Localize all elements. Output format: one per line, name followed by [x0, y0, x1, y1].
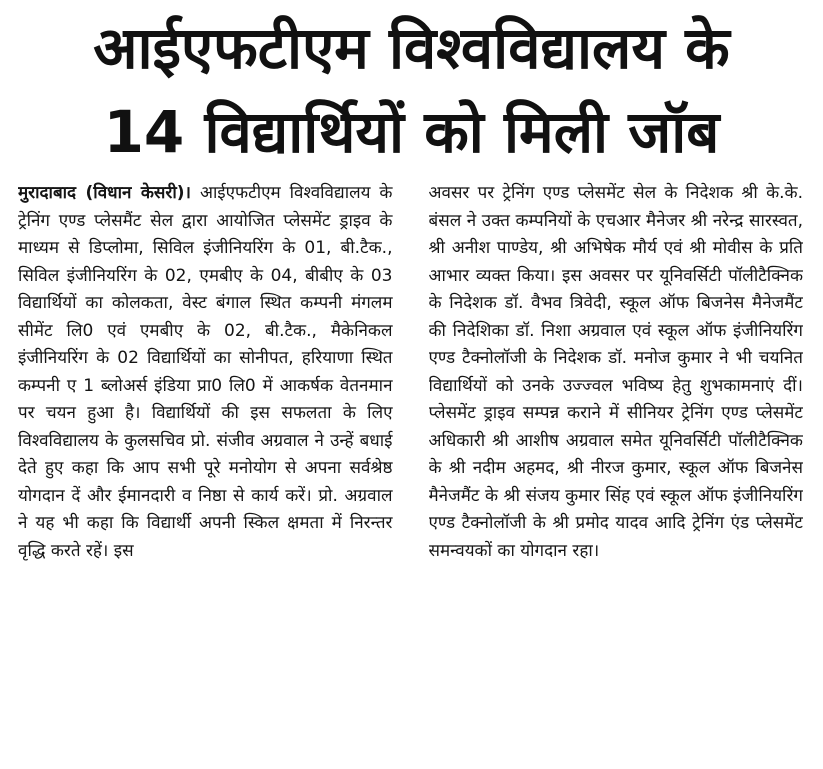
headline-line-1: आईएफटीएम विश्वविद्यालय के	[93, 14, 730, 82]
headline-line-2: 14 विद्यार्थियों को मिली जॉब	[103, 98, 720, 166]
article-body	[18, 180, 803, 765]
headline	[10, 6, 813, 174]
column-2-text: अवसर पर ट्रेनिंग एण्ड प्लेसमेंट सेल के निदेशक श्री के.के. बंसल ने उक्त कम्पनियों के एचआर मैनेजर श्री नरेन्द्र सारस्वत, श्री अनीश पाण्डेय, श्री अभिषेक मौर्य एवं श्री मोवीस के प्रति आभार व्यक्त किया। इस अवसर पर यूनिवर्सिटी पॉलीटैक्निक के निदेशक डॉ. वैभव त्रिवेदी, स्कूल ऑफ बिजनेस मैनेजमैंट की निदेशिका डॉ. निशा अग्रवाल एवं स्कूल ऑफ इंजीनियरिंग एण्ड टैक्नोलॉजी के निदेशक डॉ. मनोज कुमार ने भी चयनित विद्यार्थियों को उनके उज्ज्वल भविष्य हेतु शुभकामनाएं दीं। प्लेसमेंट ड्राइव सम्पन्न कराने में सीनियर ट्रेनिंग एण्ड प्लेसमेंट अधिकारी श्री आशीष अग्रवाल समेत यूनिवर्सिटी पॉलीटैक्निक के श्री नदीम अहमद, श्री नीरज कुमार, स्कूल ऑफ बिजनेस मैनेजमैंट के श्री संजय कुमार सिंह एवं स्कूल ऑफ इंजीनियरिंग एण्ड टैक्नोलॉजी के श्री प्रमोद यादव आदि ट्रेनिंग एंड प्लेसमेंट समन्वयकों का योगदान रहा।	[428, 183, 803, 561]
dateline: मुरादाबाद (विधान केसरी)।	[18, 183, 191, 203]
article-column-1	[18, 180, 393, 765]
column-1-text: आईएफटीएम विश्वविद्यालय के ट्रेनिंग एण्ड प्लेसमैंट सेल द्वारा आयोजित प्लेसमेंट ड्राइव के माध्यम से डिप्लोमा, सिविल इंजीनियरिंग के 01, बी.टैक., सिविल इंजीनियरिंग के 02, एमबीए के 04, बीबीए के 03 विद्यार्थियों का कोलकता, वेस्ट बंगाल स्थित कम्पनी मंगलम सीमेंट लि0 एवं एमबीए के 02, बी.टैक., मैकेनिकल इंजीनियरिंग के 02 विद्यार्थियों का सोनीपत, हरियाणा स्थित कम्पनी ए 1 ब्लोअर्स इंडिया प्रा0 लि0 में आकर्षक वेतनमान पर चयन हुआ है। विद्यार्थियों की इस सफलता के लिए विश्वविद्यालय के कुलसचिव प्रो. संजीव अग्रवाल ने उन्हें बधाई देते हुए कहा कि आप सभी पूरे मनोयोग से अपना सर्वश्रेष्ठ योगदान दें और ईमानदारी व निष्ठा से कार्य करें। प्रो. अग्रवाल ने यह भी कहा कि विद्यार्थी अपनी स्किल क्षमता में निरन्तर वृद्धि करते रहें। इस	[18, 183, 393, 561]
article-column-2	[429, 180, 804, 765]
